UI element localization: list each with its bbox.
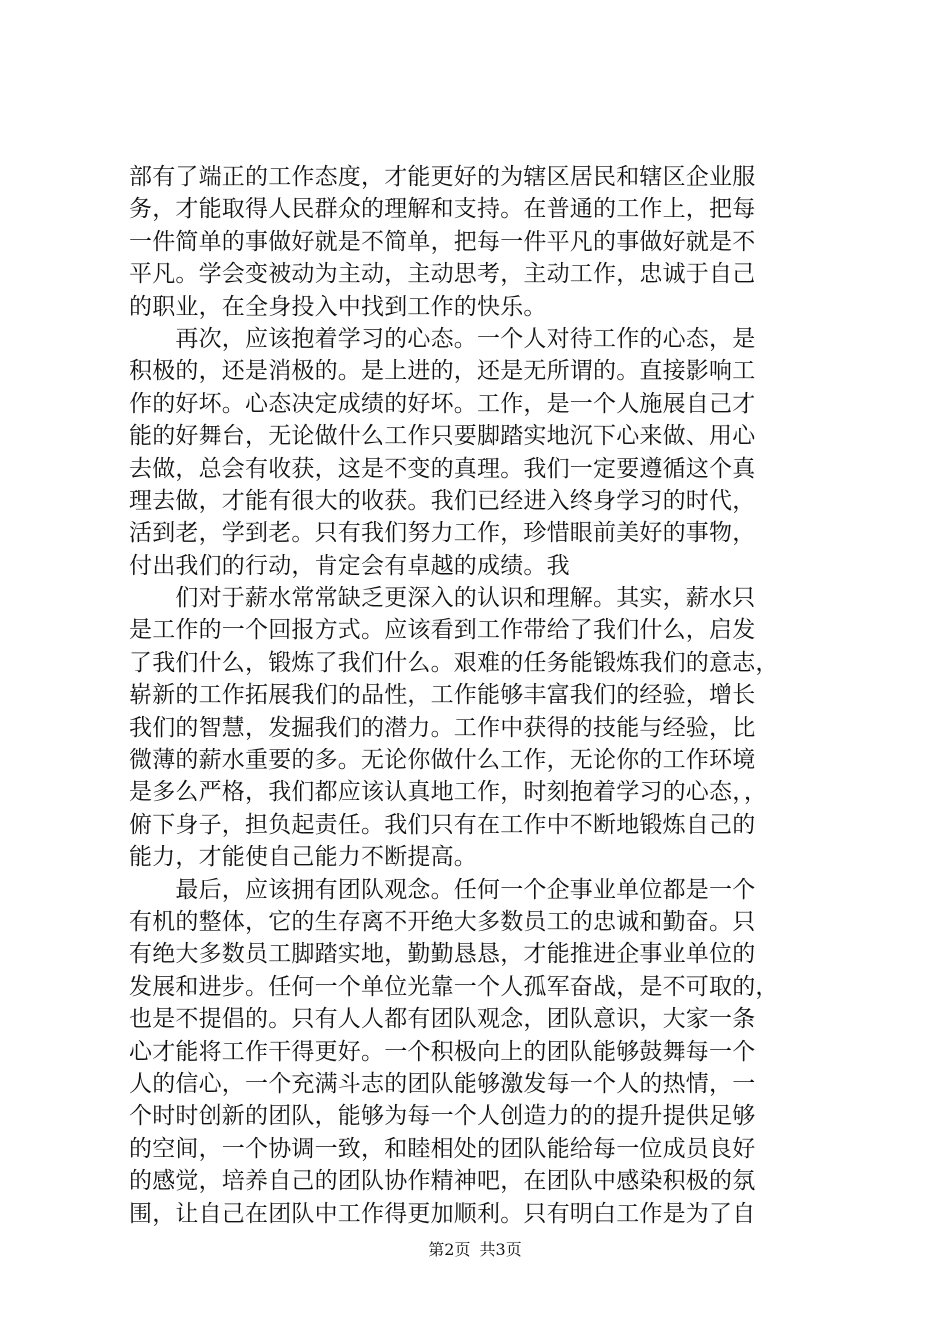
text-line: 平凡。学会变被动为主动，主动思考，主动工作，忠诚于自己 xyxy=(129,261,756,288)
text-line: 是多么严格，我们都应该认真地工作，时刻抱着学习的心态，， xyxy=(129,779,768,806)
text-line: 活到老，学到老。只有我们努力工作，珍惜眼前美好的事物， xyxy=(129,520,756,547)
text-line: 作的好坏。心态决定成绩的好坏。工作，是一个人施展自己才 xyxy=(129,390,756,417)
text-line: 能力，才能使自己能力不断提高。 xyxy=(129,844,477,871)
text-line: 的空间，一个协调一致，和睦相处的团队能给每一位成员良好 xyxy=(129,1135,756,1162)
text-line: 积极的，还是消极的。是上进的，还是无所谓的。直接影响工 xyxy=(129,358,756,385)
document-body xyxy=(129,161,839,1230)
text-line: 发展和进步。任何一个单位光靠一个人孤军奋战，是不可取的， xyxy=(129,973,779,1000)
text-line: 们对于薪水常常缺乏更深入的认识和理解。其实，薪水只 xyxy=(129,585,756,612)
text-line: 是工作的一个回报方式。应该看到工作带给了我们什么，启发 xyxy=(129,617,756,644)
page-footer xyxy=(0,1240,950,1260)
text-line: 理去做，才能有很大的收获。我们已经进入终身学习的时代， xyxy=(129,487,756,514)
text-line: 了我们什么，锻炼了我们什么。艰难的任务能锻炼我们的意志， xyxy=(129,649,779,676)
text-line: 能的好舞台，无论做什么工作只要脚踏实地沉下心来做、用心 xyxy=(129,423,756,450)
text-line: 部有了端正的工作态度，才能更好的为辖区居民和辖区企业服 xyxy=(129,164,756,190)
text-line: 我们的智慧，发掘我们的潜力。工作中获得的技能与经验，比 xyxy=(129,714,756,741)
text-line: 有机的整体，它的生存离不开绝大多数员工的忠诚和勤奋。只 xyxy=(129,908,756,935)
text-line: 务，才能取得人民群众的理解和支持。在普通的工作上，把每 xyxy=(129,196,756,223)
text-line: 围，让自己在团队中工作得更加顺利。只有明白工作是为了自 xyxy=(129,1200,756,1227)
text-line: 心才能将工作干得更好。一个积极向上的团队能够鼓舞每一个 xyxy=(129,1038,756,1065)
text-line: 最后，应该拥有团队观念。任何一个企事业单位都是一个 xyxy=(129,876,756,903)
text-line: 的职业，在全身投入中找到工作的快乐。 xyxy=(129,293,547,320)
text-line: 个时时创新的团队，能够为每一个人创造力的的提升提供足够 xyxy=(129,1103,756,1130)
text-line: 付出我们的行动，肯定会有卓越的成绩。我 xyxy=(129,552,570,579)
text-line: 一件简单的事做好就是不简单，把每一件平凡的事做好就是不 xyxy=(129,228,756,255)
text-line: 也是不提倡的。只有人人都有团队观念，团队意识，大家一条 xyxy=(129,1006,756,1033)
text-line: 人的信心，一个充满斗志的团队能够激发每一个人的热情，一 xyxy=(129,1070,756,1097)
text-line: 崭新的工作拓展我们的品性，工作能够丰富我们的经验，增长 xyxy=(129,682,756,709)
text-line: 微薄的薪水重要的多。无论你做什么工作，无论你的工作环境 xyxy=(129,747,756,774)
text-line: 去做，总会有收获，这是不变的真理。我们一定要遵循这个真 xyxy=(129,455,756,482)
page-number: 第2页 xyxy=(428,1240,471,1259)
text-line: 俯下身子，担负起责任。我们只有在工作中不断地锻炼自己的 xyxy=(129,811,756,838)
text-line: 再次，应该抱着学习的心态。一个人对待工作的心态，是 xyxy=(129,325,756,352)
text-line: 的感觉，培养自己的团队协作精神吧，在团队中感染积极的氛 xyxy=(129,1168,756,1195)
text-line: 有绝大多数员工脚踏实地，勤勤恳恳，才能推进企事业单位的 xyxy=(129,941,756,968)
page-total: 共3页 xyxy=(479,1240,522,1259)
